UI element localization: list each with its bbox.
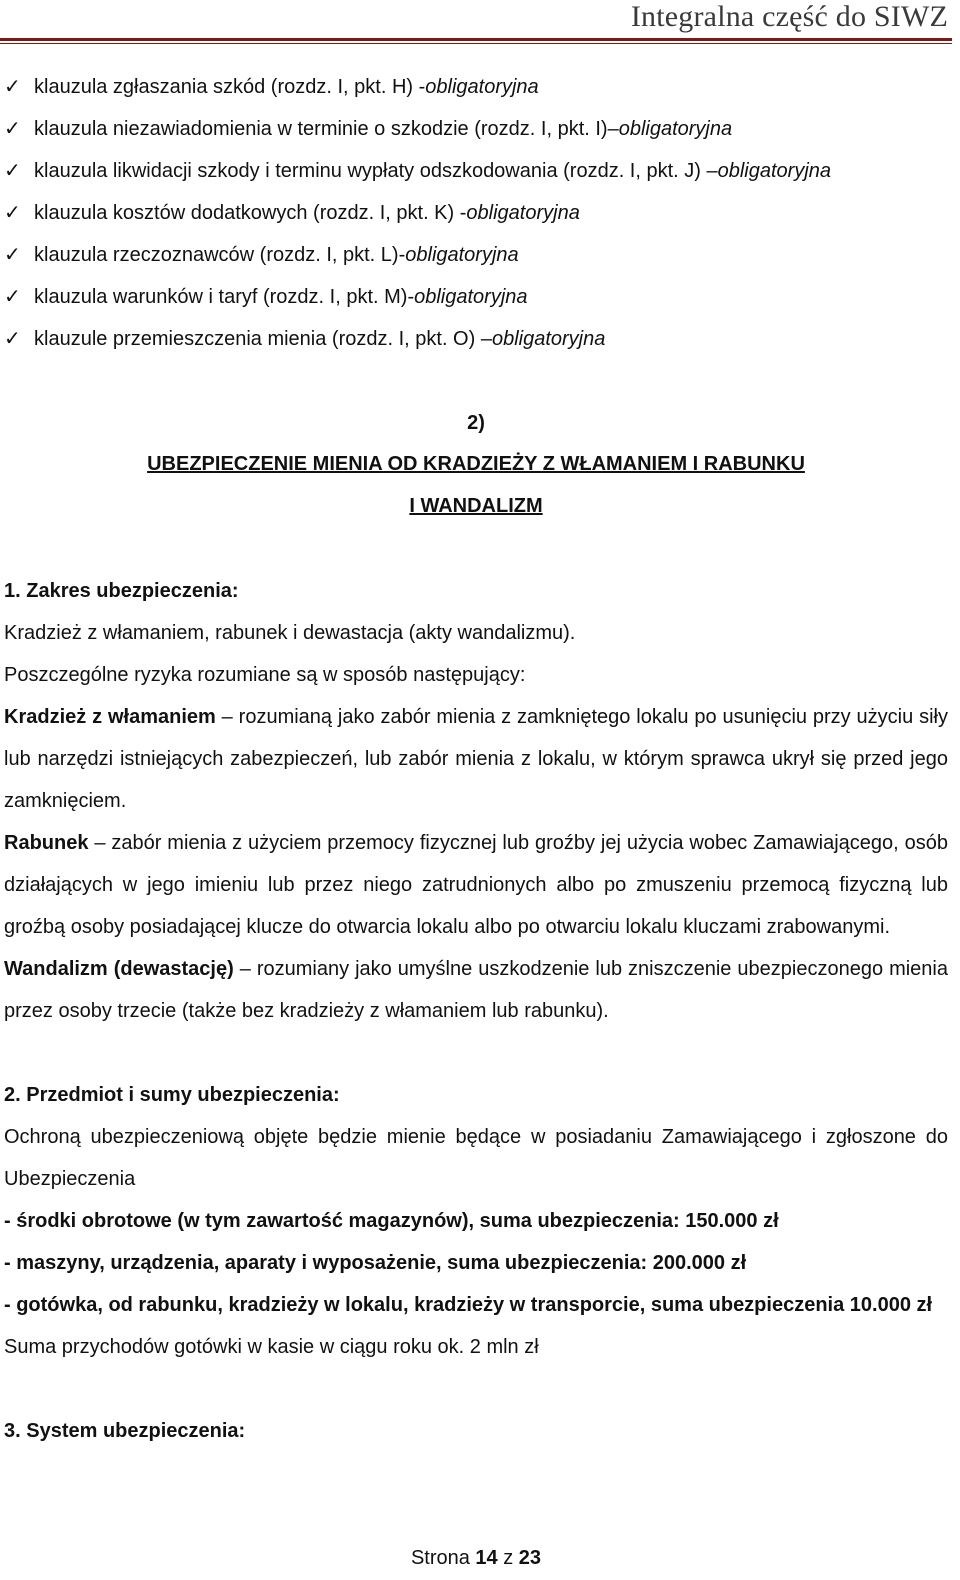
header-title: Integralna część do SIWZ: [630, 0, 948, 33]
list-item: [4, 150, 944, 192]
list-item: [4, 234, 944, 276]
list-item: [4, 318, 944, 360]
checkmark-icon: ✓: [4, 202, 21, 224]
definition-robbery: [4, 822, 948, 948]
clause-checklist: [4, 66, 944, 360]
list-item: [4, 276, 944, 318]
list-item: [4, 108, 944, 150]
footer-sep: z: [497, 1547, 519, 1569]
section-title: UBEZPIECZENIE MIENIA OD KRADZIEŻY Z WŁAMANIEM I RABUNKU: [147, 453, 805, 475]
clause-text: klauzula rzeczoznawców (rozdz. I, pkt. L)-: [34, 244, 406, 266]
checkmark-icon: ✓: [4, 244, 21, 266]
spacer: [4, 1032, 948, 1074]
clause-status: obligatoryjna: [491, 328, 606, 350]
clause-text: klauzula zgłaszania szkód (rozdz. I, pkt. H) -: [34, 76, 426, 98]
checkmark-icon: ✓: [4, 76, 21, 98]
definition-text: – zabór mienia z użyciem przemocy fizycznej lub groźby jej użycia wobec Zamawiającego, osób działających w jego imieniu lub przez niego zatrudnionych albo po zmuszeniu przemocą fizyczną lub groźbą osoby posiadającej klucze do otwarcia lokalu albo po otwarciu lokalu kluczami zrabowanymi.: [4, 832, 948, 938]
subsection-heading-scope: 1. Zakres ubezpieczenia:: [4, 580, 239, 602]
sum-item: - środki obrotowe (w tym zawartość magazynów), suma ubezpieczenia: 150.000 zł: [4, 1210, 779, 1232]
page-total: 23: [518, 1547, 542, 1569]
list-item: [4, 66, 944, 108]
subsection-heading-system: 3. System ubezpieczenia:: [4, 1420, 246, 1442]
definition-text: – rozumianą jako zabór mienia z zamkniętego lokalu po usunięciu przy użyciu siły lub narzędzi istniejących zabezpieczeń, lub zabór mienia z lokalu, w którym sprawca ukrył się przed jego zamknięciem.: [4, 706, 948, 812]
checkmark-icon: ✓: [4, 160, 21, 182]
clause-status: obligatoryjna: [618, 118, 733, 140]
footer-prefix: Strona: [410, 1547, 476, 1569]
list-item: [4, 192, 944, 234]
section-title-line2: I WANDALIZM: [409, 495, 543, 517]
document-body: [4, 570, 948, 1452]
spacer: [4, 1368, 948, 1410]
page-footer: [0, 1540, 952, 1576]
header-rule: [0, 38, 952, 41]
clause-status: obligatoryjna: [414, 286, 528, 308]
clause-text: klauzula likwidacji szkody i terminu wypłaty odszkodowania (rozdz. I, pkt. J) –: [34, 160, 718, 182]
sum-item: - maszyny, urządzenia, aparaty i wyposażenie, suma ubezpieczenia: 200.000 zł: [4, 1252, 747, 1274]
definition-text: – rozumiany jako umyślne uszkodzenie lub zniszczenie ubezpieczonego mienia przez osoby trzecie (także bez kradzieży z włamaniem lub rabunku).: [4, 958, 948, 1022]
header-rule-thin: [0, 43, 952, 44]
clause-status: obligatoryjna: [425, 76, 539, 98]
clause-status: obligatoryjna: [405, 244, 519, 266]
checkmark-icon: ✓: [4, 328, 21, 350]
definition-burglary: [4, 696, 948, 822]
section-number: 2): [467, 412, 485, 434]
paragraph: Suma przychodów gotówki w kasie w ciągu roku ok. 2 mln zł: [4, 1336, 539, 1358]
clause-status: obligatoryjna: [466, 202, 580, 224]
paragraph: Kradzież z włamaniem, rabunek i dewastacja (akty wandalizmu).: [4, 622, 576, 644]
clause-status: obligatoryjna: [717, 160, 832, 182]
term: Wandalizm (dewastację): [4, 958, 234, 980]
clause-text: klauzule przemieszczenia mienia (rozdz. I, pkt. O) –: [34, 328, 492, 350]
paragraph: Ochroną ubezpieczeniową objęte będzie mienie będące w posiadaniu Zamawiającego i zgłoszone do Ubezpieczenia: [4, 1126, 948, 1190]
clause-text: klauzula niezawiadomienia w terminie o szkodzie (rozdz. I, pkt. I)–: [34, 118, 619, 140]
checkmark-icon: ✓: [4, 286, 21, 308]
clause-text: klauzula warunków i taryf (rozdz. I, pkt. M)-: [34, 286, 415, 308]
subsection-heading-subject: 2. Przedmiot i sumy ubezpieczenia:: [4, 1084, 340, 1106]
clause-text: klauzula kosztów dodatkowych (rozdz. I, pkt. K) -: [34, 202, 467, 224]
checkmark-icon: ✓: [4, 118, 21, 140]
definition-vandalism: [4, 948, 948, 1032]
paragraph: Poszczególne ryzyka rozumiane są w sposób następujący:: [4, 664, 526, 686]
sum-item: - gotówka, od rabunku, kradzieży w lokalu, kradzieży w transporcie, suma ubezpieczenia 10.000 zł: [4, 1294, 933, 1316]
term: Rabunek: [4, 832, 89, 854]
term: Kradzież z włamaniem: [4, 706, 216, 728]
page-number: 14: [475, 1547, 498, 1569]
